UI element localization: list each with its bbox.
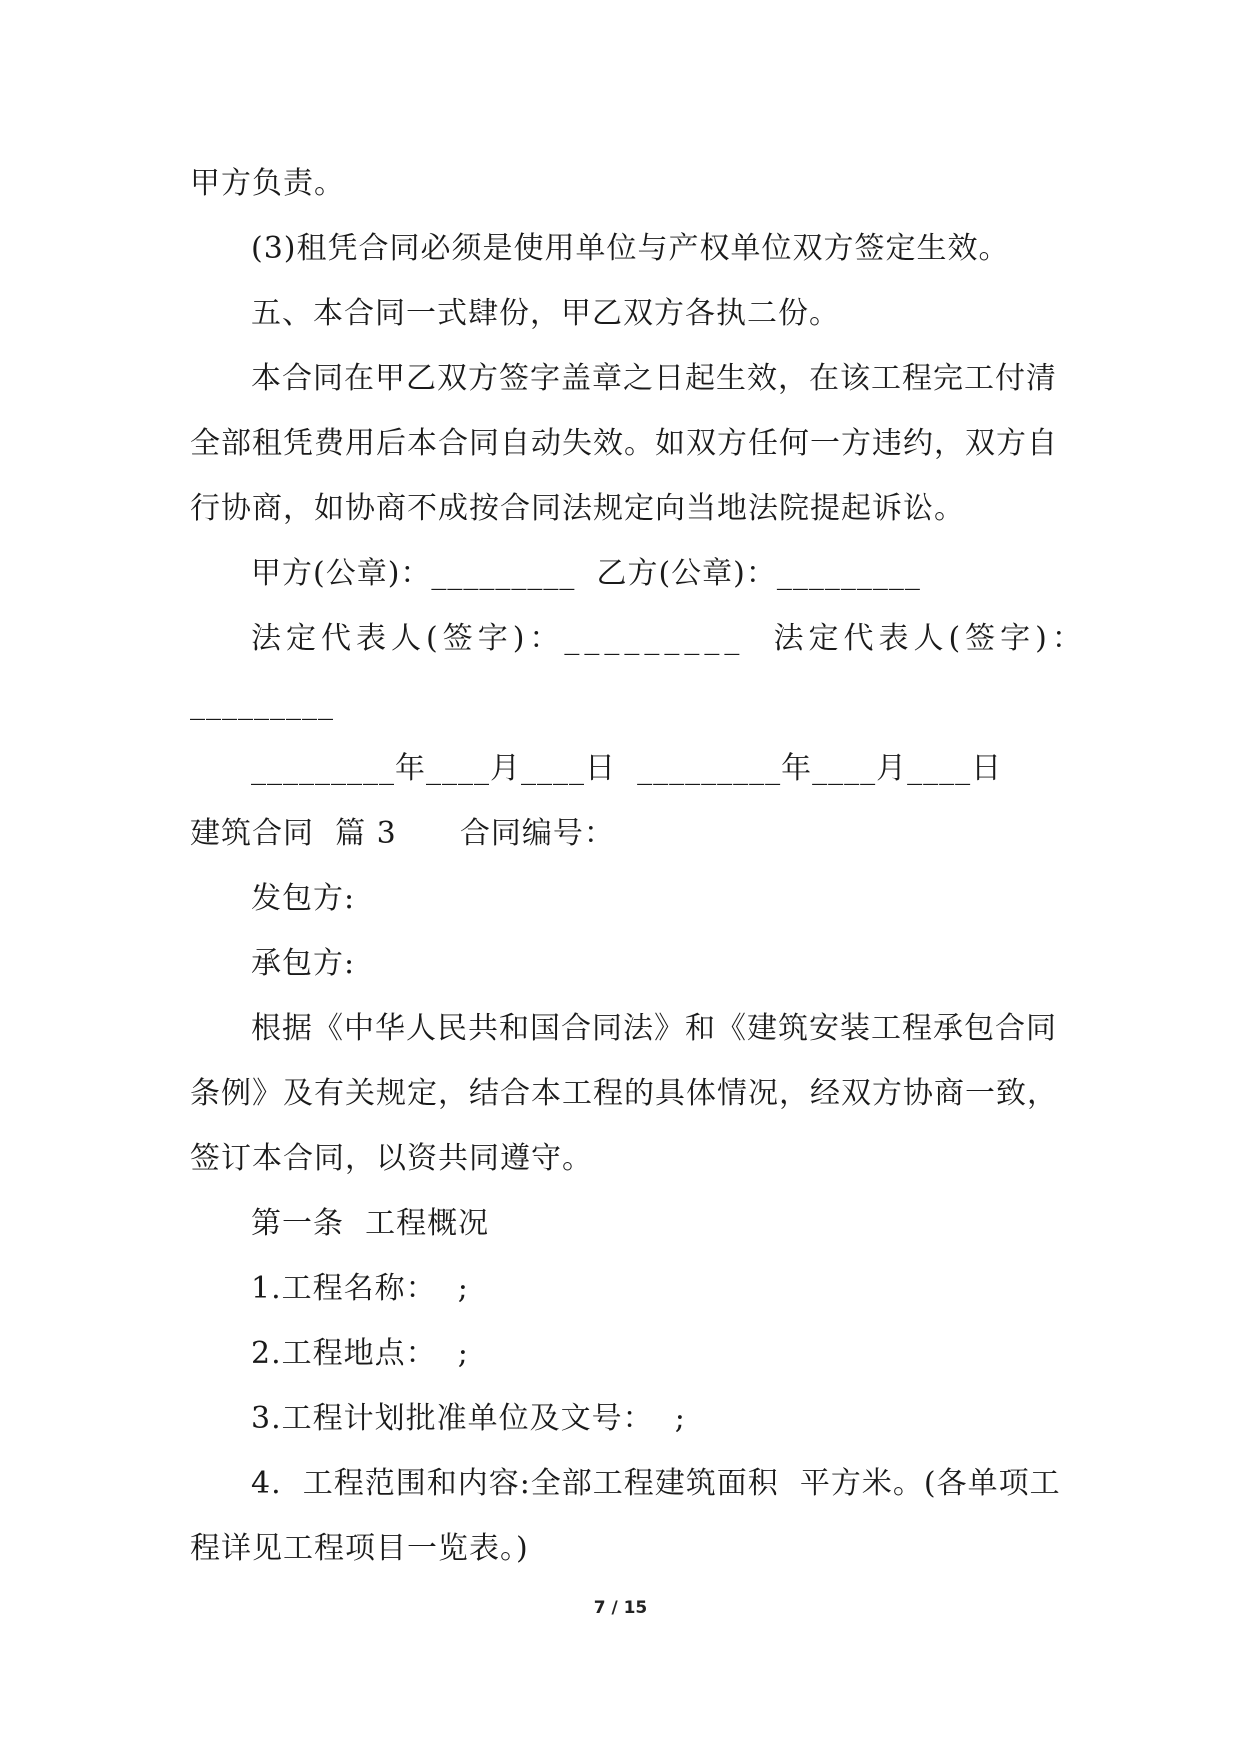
signature-blank: _________ xyxy=(190,686,334,721)
text-line: 甲方负责。 xyxy=(190,166,345,201)
paragraph-line: 根据《中华人民共和国合同法》和《建筑安装工程承包合同 xyxy=(251,1011,1057,1046)
list-item: 2.工程地点： ; xyxy=(251,1336,469,1371)
text-line: (3)租凭合同必须是使用单位与产权单位双方签定生效。 xyxy=(251,231,1010,266)
list-item: 1.工程名称： ; xyxy=(251,1271,469,1306)
contractor-line: 承包方: xyxy=(251,946,356,981)
list-item: 4. 工程范围和内容:全部工程建筑面积 平方米。(各单项工 xyxy=(251,1466,1061,1501)
seal-line: 甲方(公章)：_________ 乙方(公章)：_________ xyxy=(251,556,921,591)
paragraph-line: 全部租凭费用后本合同自动失效。如双方任何一方违约，双方自 xyxy=(190,426,1058,461)
signature-line: 法定代表人(签字)：_________ 法定代表人(签字)： xyxy=(251,621,1087,656)
paragraph-line: 本合同在甲乙双方签字盖章之日起生效，在该工程完工付清 xyxy=(251,361,1057,396)
paragraph-line: 签订本合同，以资共同遵守。 xyxy=(190,1141,593,1176)
article-heading: 第一条 工程概况 xyxy=(251,1206,490,1241)
list-item-continuation: 程详见工程项目一览表。) xyxy=(190,1531,529,1566)
section-heading: 建筑合同 篇 3 合同编号： xyxy=(190,816,615,851)
paragraph-line: 条例》及有关规定，结合本工程的具体情况，经双方协商一致， xyxy=(190,1076,1058,1111)
page-number: 7 / 15 xyxy=(593,1598,648,1618)
text-line: 五、本合同一式肆份，甲乙双方各执二份。 xyxy=(251,296,840,331)
date-line: _________年____月____日 _________年____月____日 xyxy=(251,751,1003,786)
paragraph-line: 行协商，如协商不成按合同法规定向当地法院提起诉讼。 xyxy=(190,491,965,526)
list-item: 3.工程计划批准单位及文号： ; xyxy=(251,1401,686,1436)
contractor-line: 发包方: xyxy=(251,881,356,916)
